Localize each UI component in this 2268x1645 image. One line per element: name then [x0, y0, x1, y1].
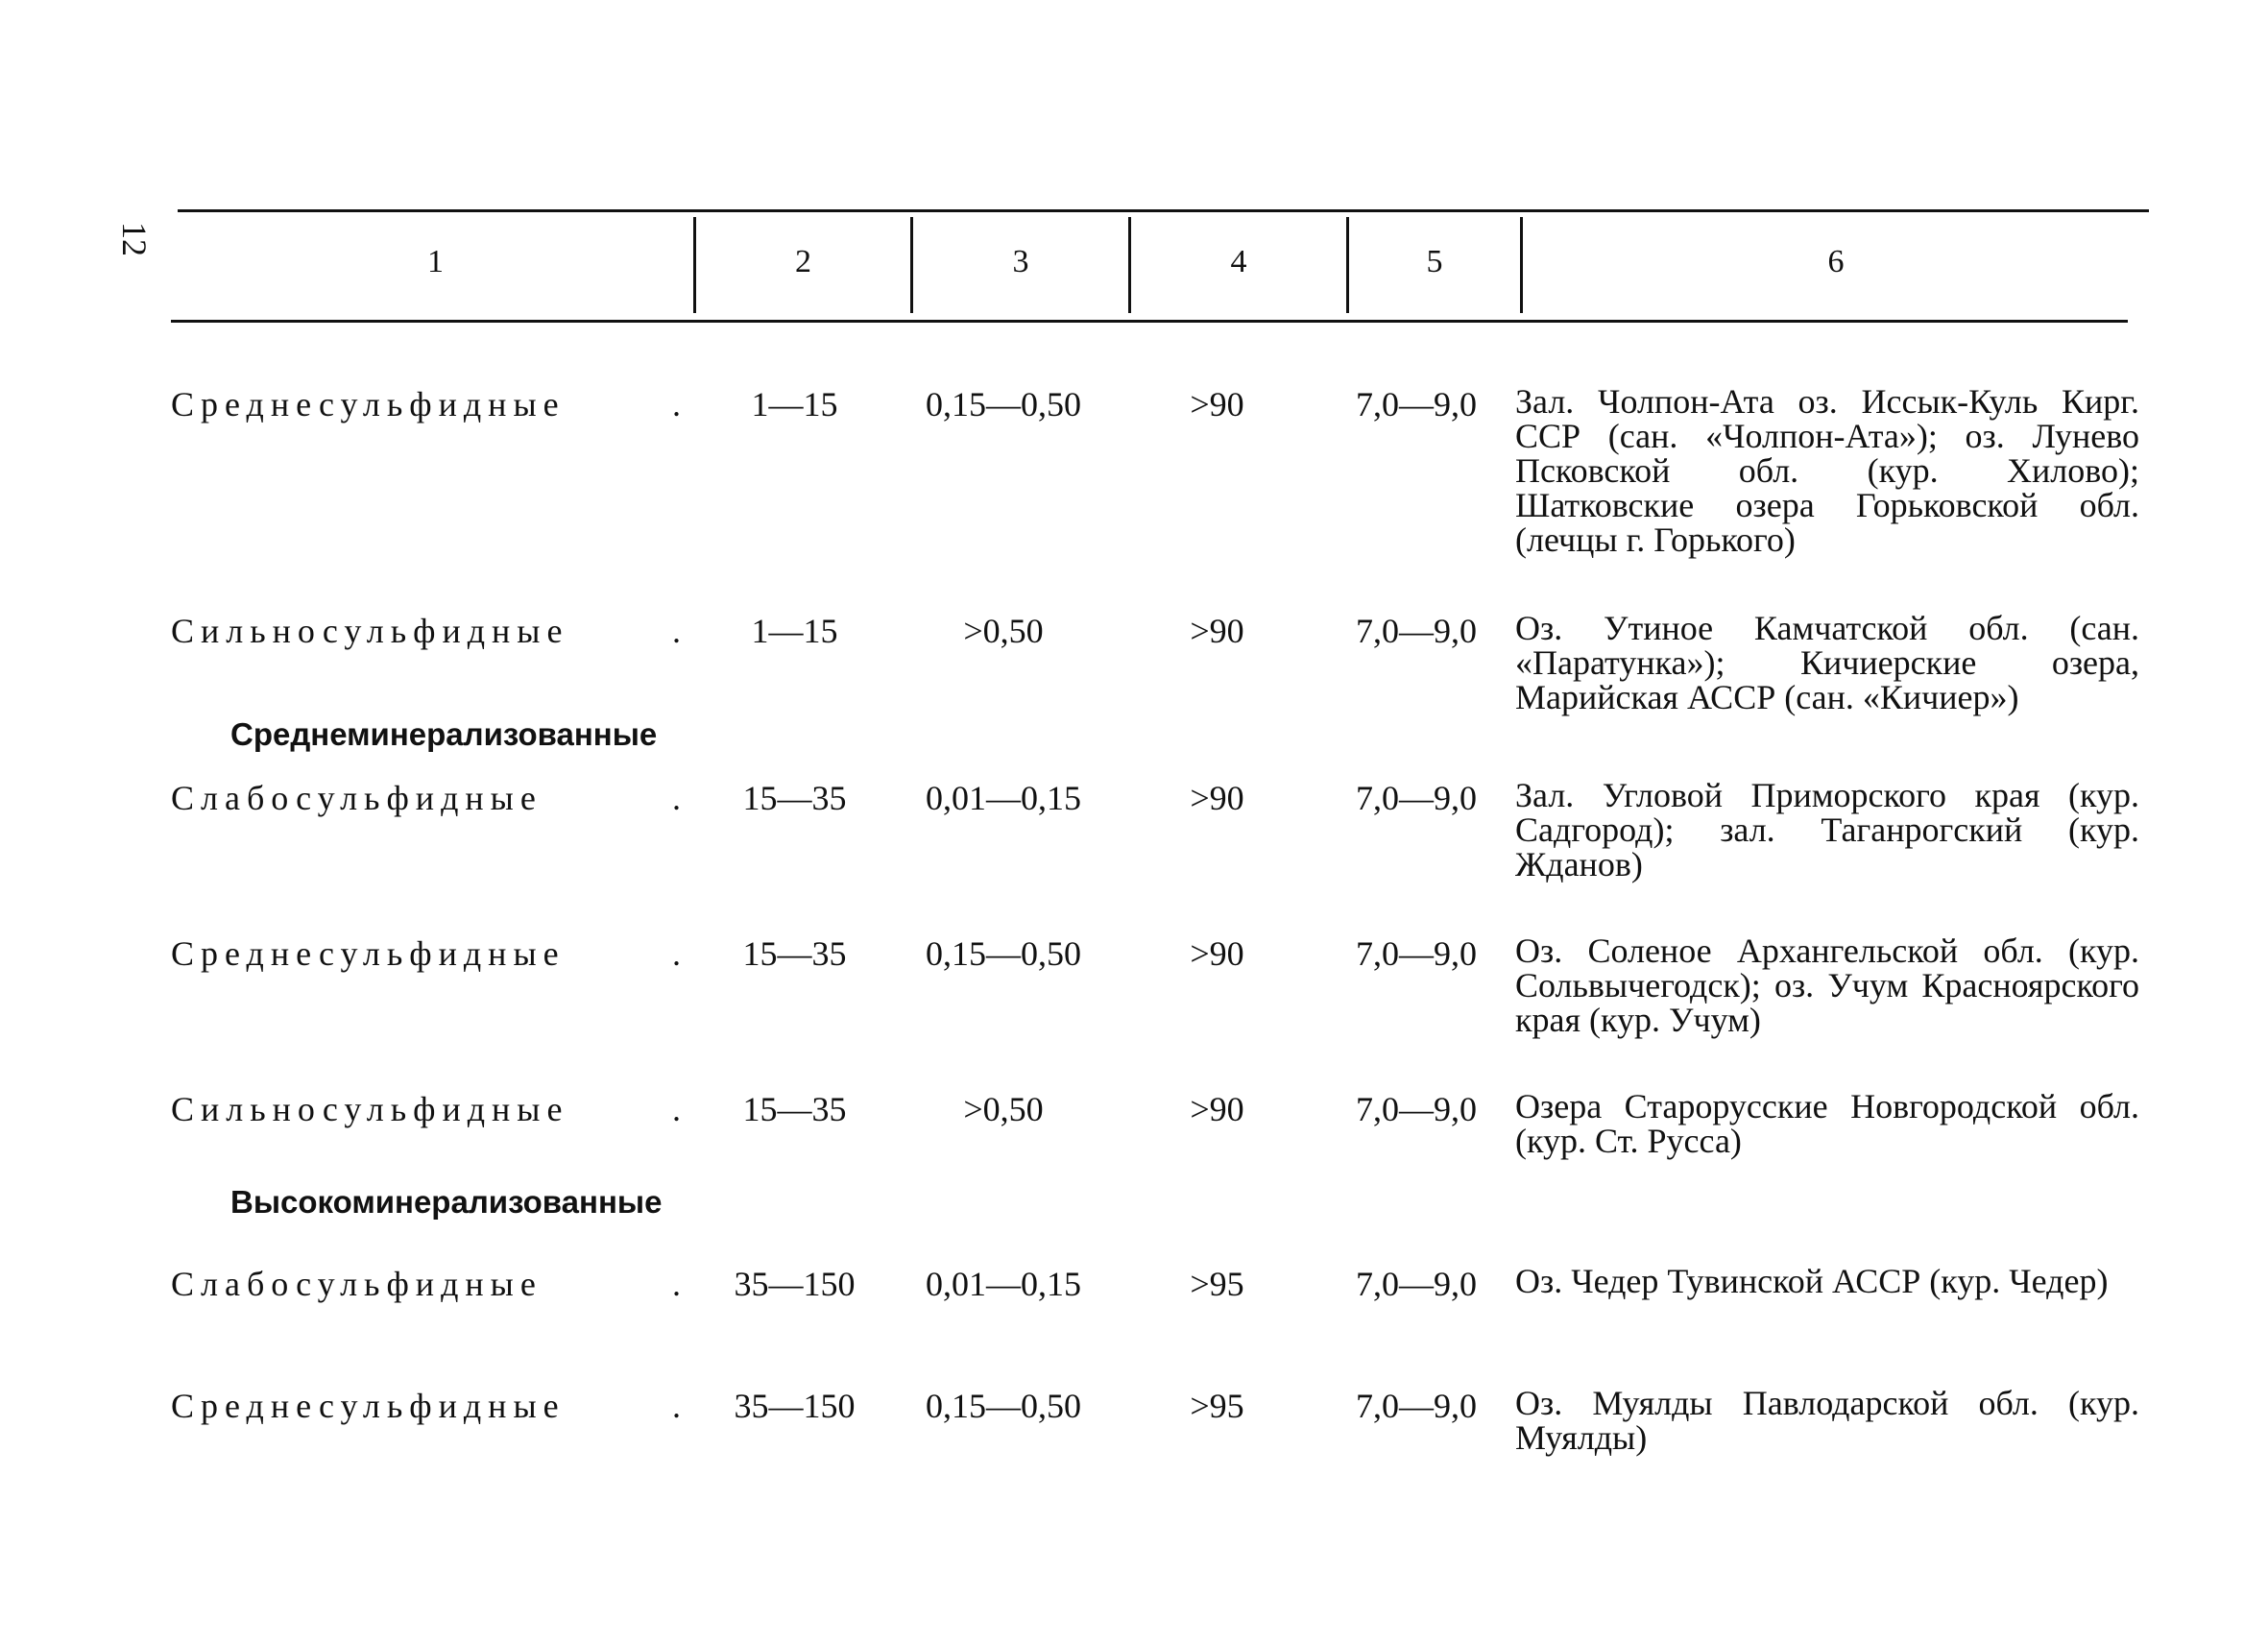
cell-col-6: Оз. Муялды Павлодарской обл. (кур. Муялды) — [1515, 1384, 2139, 1457]
leader-dots: . — [672, 779, 681, 817]
cell-col-4: >95 — [1190, 1265, 1244, 1303]
table-top-rule — [178, 209, 2149, 212]
page-number: 12 — [115, 222, 154, 256]
table-header-rule — [171, 320, 2128, 323]
row-type: Сильносульфидные — [171, 1090, 569, 1128]
column-header-6: 6 — [1827, 244, 1845, 279]
row-type: Среднесульфидные — [171, 385, 566, 423]
cell-col-6: Зал. Чолпон-Ата оз. Иссык-Куль Кирг. ССР (сан. «Чолпон-Ата»); оз. Лунево Псковской обл. (кур. Хилово); Шатковские озера Горьковской обл. (лечцы г. Горького) — [1515, 382, 2139, 559]
cell-col-4: >95 — [1190, 1387, 1244, 1425]
row-type: Слабосульфидные — [171, 1265, 543, 1303]
cell-col-5: 7,0—9,0 — [1356, 1090, 1477, 1128]
column-header-3: 3 — [1012, 244, 1029, 279]
cell-col-5: 7,0—9,0 — [1356, 934, 1477, 973]
cell-col-3: >0,50 — [963, 1090, 1044, 1128]
cell-col-3: 0,01—0,15 — [926, 779, 1081, 817]
cell-col-6: Оз. Чедер Тувинской АССР (кур. Чедер) — [1515, 1262, 2109, 1300]
cell-col-5: 7,0—9,0 — [1356, 385, 1477, 423]
cell-col-3: 0,15—0,50 — [926, 1387, 1081, 1425]
cell-col-2: 1—15 — [751, 385, 838, 423]
cell-col-2: 35—150 — [734, 1387, 856, 1425]
column-header-5: 5 — [1426, 244, 1443, 279]
cell-col-5: 7,0—9,0 — [1356, 612, 1477, 650]
cell-col-6: Оз. Утиное Камчатской обл. (сан. «Паратунка»); Кичиерские озера, Марийская АССР (сан. «Кичиер») — [1515, 609, 2139, 716]
cell-col-3: 0,15—0,50 — [926, 934, 1081, 973]
leader-dots: . — [672, 1265, 681, 1303]
column-header-4: 4 — [1230, 244, 1247, 279]
column-header-2: 2 — [795, 244, 811, 279]
leader-dots: . — [672, 1090, 681, 1128]
group-heading: Высокоминерализованные — [230, 1184, 663, 1220]
cell-col-4: >90 — [1190, 779, 1244, 817]
cell-col-5: 7,0—9,0 — [1356, 1387, 1477, 1425]
leader-dots: . — [672, 934, 681, 973]
cell-col-2: 15—35 — [742, 934, 847, 973]
cell-col-5: 7,0—9,0 — [1356, 779, 1477, 817]
cell-col-5: 7,0—9,0 — [1356, 1265, 1477, 1303]
row-type: Слабосульфидные — [171, 779, 543, 817]
row-type: Среднесульфидные — [171, 1387, 566, 1425]
cell-col-2: 35—150 — [734, 1265, 856, 1303]
cell-col-4: >90 — [1190, 934, 1244, 973]
leader-dots: . — [672, 612, 681, 650]
cell-col-4: >90 — [1190, 612, 1244, 650]
cell-col-6: Зал. Угловой Приморского края (кур. Садгород); зал. Таганрогский (кур. Жданов) — [1515, 776, 2139, 883]
cell-col-2: 15—35 — [742, 1090, 847, 1128]
group-heading: Среднеминерализованные — [230, 716, 658, 752]
cell-col-3: 0,15—0,50 — [926, 385, 1081, 423]
cell-col-2: 1—15 — [751, 612, 838, 650]
row-type: Сильносульфидные — [171, 612, 569, 650]
leader-dots: . — [672, 385, 681, 423]
cell-col-6: Озера Старорусские Новгородской обл. (кур. Ст. Русса) — [1515, 1087, 2139, 1160]
cell-col-2: 15—35 — [742, 779, 847, 817]
column-header-1: 1 — [427, 244, 444, 279]
cell-col-4: >90 — [1190, 1090, 1244, 1128]
leader-dots: . — [672, 1387, 681, 1425]
cell-col-3: 0,01—0,15 — [926, 1265, 1081, 1303]
row-type: Среднесульфидные — [171, 934, 566, 973]
cell-col-3: >0,50 — [963, 612, 1044, 650]
cell-col-6: Оз. Соленое Архангельской обл. (кур. Сольвычегодск); оз. Учум Красноярского края (кур. Учум) — [1515, 931, 2139, 1039]
cell-col-4: >90 — [1190, 385, 1244, 423]
